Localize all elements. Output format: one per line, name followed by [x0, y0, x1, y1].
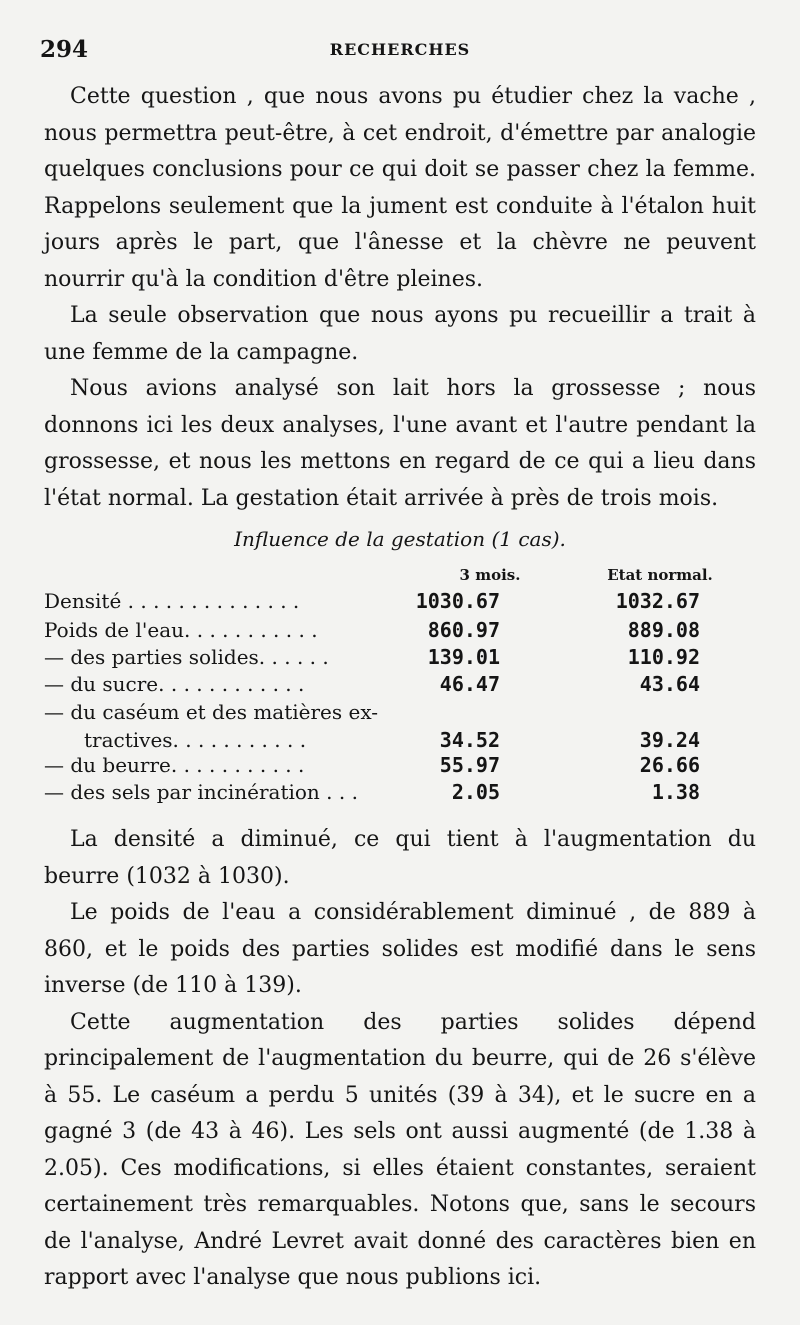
paragraph: Le poids de l'eau a considérablement diminué , de 889 à 860, et le poids des parties solides est modifié dans le sens inverse (de 110 à 139).: [44, 900, 756, 998]
row-label: Densité . . . . . . . . . . . . . .: [44, 589, 300, 613]
table-row: [0, 780, 800, 810]
table-row: [0, 618, 800, 648]
row-label: — du sucre. . . . . . . . . . . .: [44, 672, 305, 696]
table-row: [0, 672, 800, 702]
value-etat-normal: 26.66: [639, 753, 700, 777]
column-header-etat-normal: Etat normal.: [607, 566, 713, 584]
value-etat-normal: 1.38: [651, 780, 700, 804]
page-header: [40, 36, 760, 66]
table-row: [0, 753, 800, 783]
value-3-mois: 34.52: [439, 728, 500, 752]
page-number: 294: [40, 36, 89, 63]
value-3-mois: 2.05: [451, 780, 500, 804]
value-etat-normal: 43.64: [639, 672, 700, 696]
column-header-3-mois: 3 mois.: [459, 566, 521, 584]
text-block-bottom: [44, 822, 756, 1297]
table-row: [0, 589, 800, 619]
paragraph: Nous avions analysé son lait hors la grossesse ; nous donnons ici les deux analyses, l'une avant et l'autre pendant la grossesse, et nous les mettons en regard de ce qui a lieu dans l'état normal. La gestation était arrivée à près de trois mois.: [44, 376, 756, 511]
row-label: — du caséum et des matières ex-: [44, 700, 379, 724]
text-block-top: [44, 79, 756, 517]
row-label: tractives. . . . . . . . . . .: [84, 728, 307, 752]
value-3-mois: 55.97: [439, 753, 500, 777]
running-head: RECHERCHES: [329, 40, 471, 59]
table-row: [0, 645, 800, 675]
value-3-mois: 46.47: [439, 672, 500, 696]
value-3-mois: 139.01: [427, 645, 500, 669]
value-3-mois: 860.97: [427, 618, 500, 642]
row-label: Poids de l'eau. . . . . . . . . . .: [44, 618, 318, 642]
table-caption: Influence de la gestation (1 cas).: [234, 527, 566, 551]
value-etat-normal: 1032.67: [615, 589, 700, 613]
paragraph: La densité a diminué, ce qui tient à l'augmentation du beurre (1032 à 1030).: [44, 827, 756, 889]
row-label: — des sels par incinération . . .: [44, 780, 358, 804]
value-etat-normal: 889.08: [627, 618, 700, 642]
table-row: [0, 700, 800, 730]
value-3-mois: 1030.67: [415, 589, 500, 613]
value-etat-normal: 110.92: [627, 645, 700, 669]
paragraph: La seule observation que nous ayons pu recueillir a trait à une femme de la campagne.: [44, 303, 756, 365]
value-etat-normal: 39.24: [639, 728, 700, 752]
paragraph: Cette augmentation des parties solides dépend principalement de l'augmentation du beurre, qui de 26 s'élève à 55. Le caséum a perdu 5 unités (39 à 34), et le sucre en a gagné 3 (de 43 à 46). Les sels ont aussi augmenté (de 1.38 à 2.05). Ces modifications, si elles étaient constantes, seraient certainement très remarquables. Notons que, sans le secours de l'analyse, André Levret avait donné des caractères bien en rapport avec l'analyse que nous publions ici.: [44, 1009, 756, 1290]
row-label: — des parties solides. . . . . .: [44, 645, 329, 669]
row-label: — du beurre. . . . . . . . . . .: [44, 753, 305, 777]
paragraph: Cette question , que nous avons pu étudier chez la vache , nous permettra peut-être, à cet endroit, d'émettre par analogie quelques conclusions pour ce qui doit se passer chez la femme. Rappelons seulement que la jument est conduite à l'étalon huit jours après le part, que l'ânesse et la chèvre ne peuvent nourrir qu'à la condition d'être pleines.: [44, 84, 756, 292]
